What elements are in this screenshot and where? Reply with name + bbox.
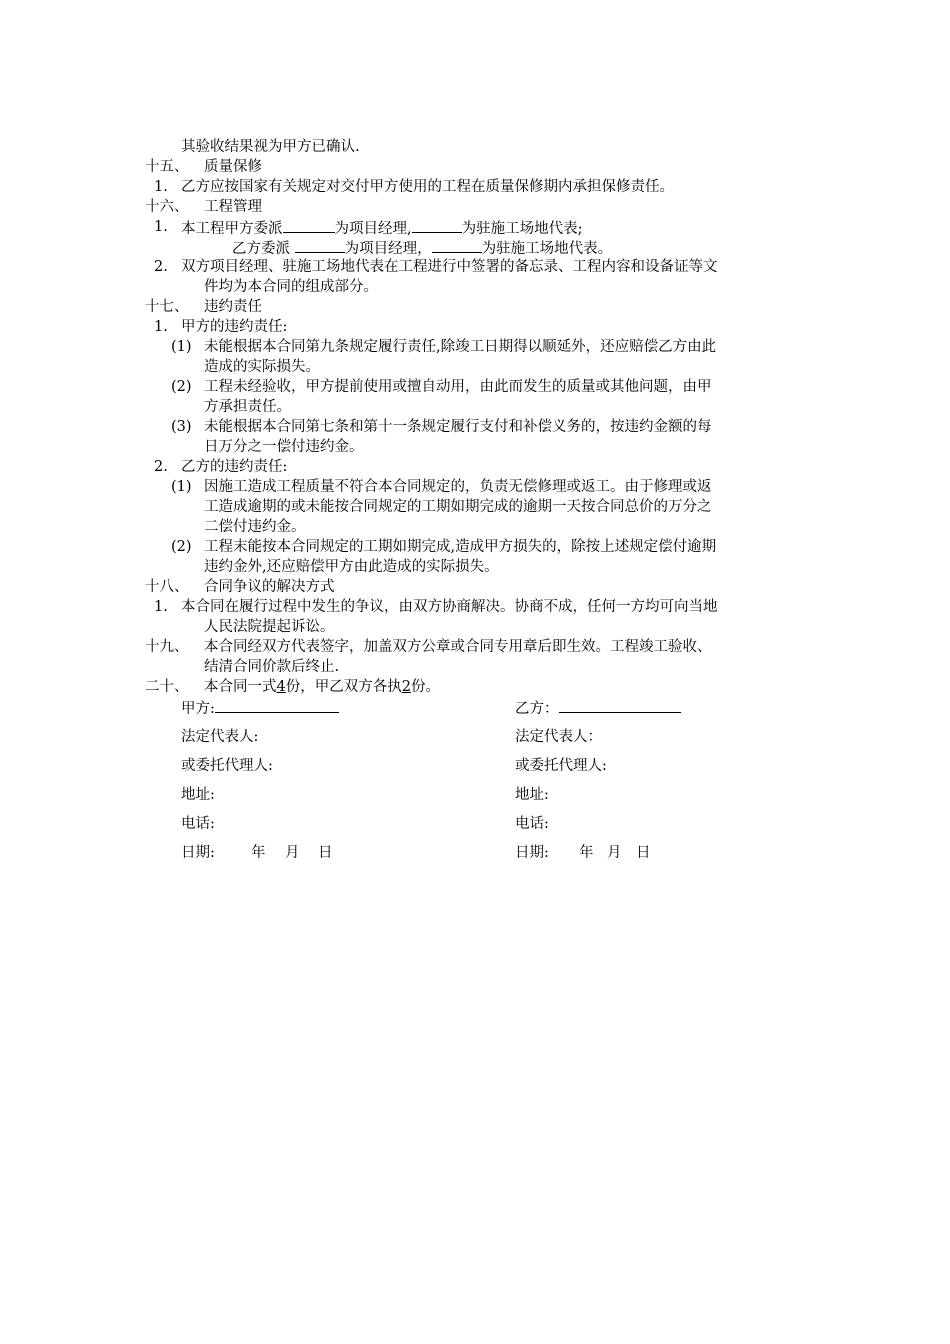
jia-party-label: 甲方: xyxy=(181,701,215,717)
jia-date-day: 日 xyxy=(318,845,333,861)
yi-site-rep-blank xyxy=(432,237,482,253)
s17-2-sub-1-text-1: 因施工造成工程质量不符合本合同规定的，负责无偿修理或返工。由于修理或返 xyxy=(204,479,712,495)
jia-date-year: 年 xyxy=(251,845,266,861)
s17-title: 违约责任 xyxy=(204,299,262,315)
jia-date xyxy=(181,843,215,863)
s16-jia-manager-label: 为项目经理, xyxy=(334,221,412,237)
s16-yi-rep-label: 为驻施工场地代表。 xyxy=(481,241,613,257)
jia-manager-blank xyxy=(283,217,335,233)
s17-1-sub-1-text-2: 造成的实际损失。 xyxy=(204,359,320,375)
yi-agent: 或委托代理人: xyxy=(515,758,607,774)
s20-suffix: 份。 xyxy=(410,679,440,695)
s17-2-sub-2-text-2: 违约金外,还应赔偿甲方由此造成的实际损失。 xyxy=(204,559,499,575)
s15-number: 十五、 xyxy=(145,159,189,175)
jia-address: 地址: xyxy=(181,787,215,803)
s17-1-sub-2-text-2: 方承担责任。 xyxy=(204,399,291,415)
jia-agent: 或委托代理人: xyxy=(181,758,273,774)
s17-1-sub-3-number: (3) xyxy=(171,419,192,435)
jia-date-label: 日期: xyxy=(181,845,215,861)
jia-phone: 电话: xyxy=(181,816,215,832)
s20-prefix: 本合同一式 xyxy=(204,679,277,695)
s16-item-1-a-text xyxy=(181,217,583,239)
s18-item-1-text-2: 人民法院提起诉讼。 xyxy=(204,619,335,635)
s16-jia-prefix: 本工程甲方委派 xyxy=(181,221,283,237)
jia-site-rep-blank xyxy=(412,217,462,233)
s20-number: 二十、 xyxy=(145,679,189,695)
s14-tail-text: 其验收结果视为甲方已确认. xyxy=(181,139,360,155)
s16-item-2-text-2: 件均为本合同的组成部分。 xyxy=(204,279,378,295)
s16-number: 十六、 xyxy=(145,199,189,215)
s18-number: 十八、 xyxy=(145,579,189,595)
s17-2-sub-1-text-2: 工造成逾期的或未能按合同规定的工期如期完成的逾期一天按合同总价的万分之 xyxy=(204,499,712,515)
yi-date-year: 年 xyxy=(579,845,594,861)
yi-party-line xyxy=(515,697,681,719)
s17-1-sub-1-number: (1) xyxy=(171,339,192,355)
s16-item-1-number: 1. xyxy=(154,219,168,235)
s17-1-sub-2-number: (2) xyxy=(171,379,192,395)
yi-date-day: 日 xyxy=(636,845,651,861)
jia-party-line xyxy=(181,697,339,719)
s17-item-1-text: 甲方的违约责任: xyxy=(181,319,288,335)
s17-1-sub-1-text-1: 未能根据本合同第九条规定履行责任,除竣工日期得以顺延外，还应赔偿乙方由此 xyxy=(204,339,717,355)
jia-party-blank xyxy=(215,697,339,713)
s17-2-sub-1-text-3: 二偿付违约金。 xyxy=(204,519,306,535)
s16-item-2-text-1: 双方项目经理、驻施工场地代表在工程进行中签署的备忘录、工程内容和设备证等文 xyxy=(181,259,718,275)
s17-2-sub-1-number: (1) xyxy=(171,479,192,495)
s17-item-1-number: 1. xyxy=(154,319,168,335)
s17-item-2-text: 乙方的违约责任: xyxy=(181,459,288,475)
s19-text-2: 结清合同价款后终止. xyxy=(204,659,340,675)
s20-middle: 份，甲乙双方各执 xyxy=(285,679,402,695)
s17-2-sub-2-text-1: 工程末能按本合同规定的工期如期完成,造成甲方损失的，除按上述规定偿付逾期 xyxy=(204,539,717,555)
s19-text-1: 本合同经双方代表签字，加盖双方公章或合同专用章后即生效。工程竣工验收、 xyxy=(204,639,712,655)
s18-item-1-number: 1. xyxy=(154,599,168,615)
yi-phone: 电话: xyxy=(515,816,549,832)
s15-title: 质量保修 xyxy=(204,159,262,175)
s20-each-copies: 2 xyxy=(401,679,411,695)
jia-date-month: 月 xyxy=(285,845,300,861)
yi-party-label: 乙方： xyxy=(515,701,559,717)
s16-item-2-number: 2. xyxy=(154,259,168,275)
s16-yi-prefix: 乙方委派 xyxy=(232,241,290,257)
yi-legal-rep: 法定代表人： xyxy=(515,729,602,745)
s20-copies: 4 xyxy=(276,679,286,695)
s17-2-sub-2-number: (2) xyxy=(171,539,192,555)
s16-item-1-b-text xyxy=(232,237,612,259)
s17-1-sub-3-text-1: 未能根据本合同第七条和第十一条规定履行支付和补偿义务的，按违约金额的每 xyxy=(204,419,712,435)
s17-1-sub-3-text-2: 日万分之一偿付违约金。 xyxy=(204,439,364,455)
s15-item-1-text: 乙方应按国家有关规定对交付甲方使用的工程在质量保修期内承担保修责任。 xyxy=(181,179,674,195)
yi-date-month: 月 xyxy=(607,845,622,861)
s17-1-sub-2-text-1: 工程未经验收，甲方提前使用或擅自动用，由此而发生的质量或其他问题，由甲 xyxy=(204,379,712,395)
yi-party-blank xyxy=(559,697,681,713)
s17-item-2-number: 2. xyxy=(154,459,168,475)
s18-item-1-text-1: 本合同在履行过程中发生的争议，由双方协商解决。协商不成，任何一方均可向当地 xyxy=(181,599,718,615)
jia-legal-rep: 法定代表人: xyxy=(181,729,259,745)
s16-yi-manager-label: 为项目经理， xyxy=(344,241,432,257)
yi-address: 地址: xyxy=(515,787,549,803)
s16-title: 工程管理 xyxy=(204,199,262,215)
s20-text xyxy=(204,677,440,697)
s18-title: 合同争议的解决方式 xyxy=(204,579,335,595)
s19-number: 十九、 xyxy=(145,639,189,655)
s16-jia-rep-label: 为驻施工场地代表; xyxy=(461,221,583,237)
yi-date-label: 日期: xyxy=(515,845,549,861)
s15-item-1-number: 1. xyxy=(154,179,168,195)
yi-date xyxy=(515,843,549,863)
s17-number: 十七、 xyxy=(145,299,189,315)
yi-manager-blank xyxy=(295,237,345,253)
